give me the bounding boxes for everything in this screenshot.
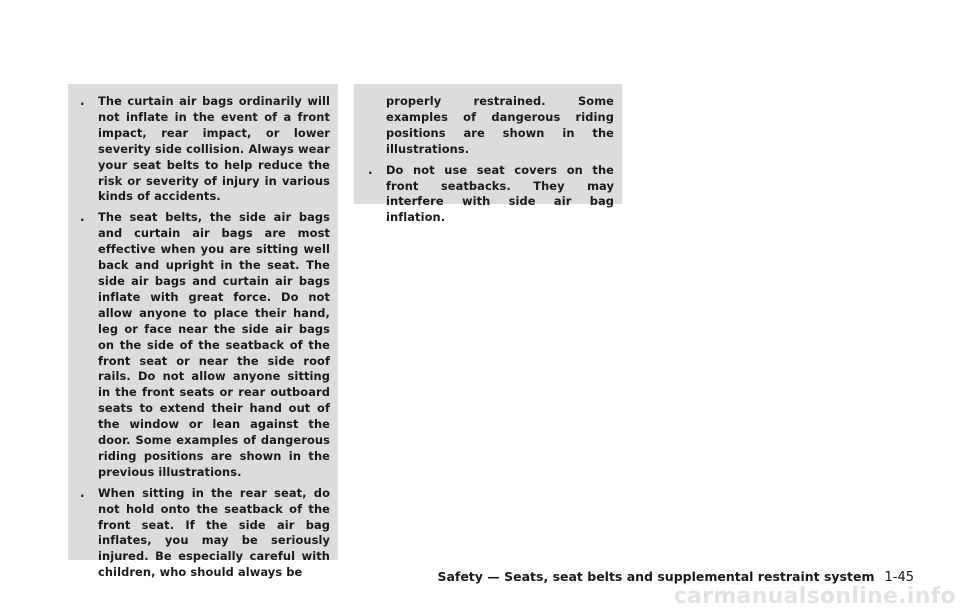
- paragraph-text: Do not use seat covers on the front seatbacks. They may interfere with side air bag inflation.: [386, 162, 614, 225]
- page-footer: [437, 569, 914, 585]
- paragraph-text: The curtain air bags ordinarily will not inflate in the event of a front impact, rear impact, or lower severity side collision. Always wear your seat belts to help reduce the risk or severity of injury in various kinds of accidents.: [98, 94, 330, 204]
- bullet-marker: .: [368, 162, 373, 177]
- warning-box-right: [354, 84, 622, 225]
- bullet-paragraph: [80, 94, 330, 205]
- paragraph-text: The seat belts, the side air bags and curtain air bags are most effective when you are sitting well back and upright in the seat. The side air bags and curtain air bags inflate with great force. Do not allow anyone to place their hand, leg or face near the side air bags on the side of the seatback of the front seat or near the side roof rails. Do not allow anyone sitting in the front seats or rear outboard seats to extend their hand out of the window or lean against the door. Some examples of dangerous riding positions are shown in the previous illustrations.: [98, 210, 330, 479]
- bullet-marker: .: [80, 94, 85, 108]
- bullet-marker: .: [80, 485, 85, 500]
- bullet-marker: .: [80, 210, 85, 225]
- warning-box-left: [68, 84, 338, 580]
- continued-paragraph: [368, 94, 614, 158]
- page-number: 1-45: [884, 570, 914, 585]
- bullet-paragraph: [368, 163, 614, 227]
- section-title: Safety — Seats, seat belts and supplemental restraint system: [437, 569, 875, 584]
- paragraph-text: properly restrained. Some examples of dangerous riding positions are shown in the illustrations.: [386, 94, 614, 156]
- watermark: carmanualsonline.info: [673, 584, 956, 609]
- paragraph-text: When sitting in the rear seat, do not hold onto the seatback of the front seat. If the side air bag inflates, you may be seriously injured. Be especially careful with children, who should always be: [98, 485, 330, 580]
- bullet-paragraph: [80, 486, 330, 581]
- bullet-paragraph: [80, 210, 330, 480]
